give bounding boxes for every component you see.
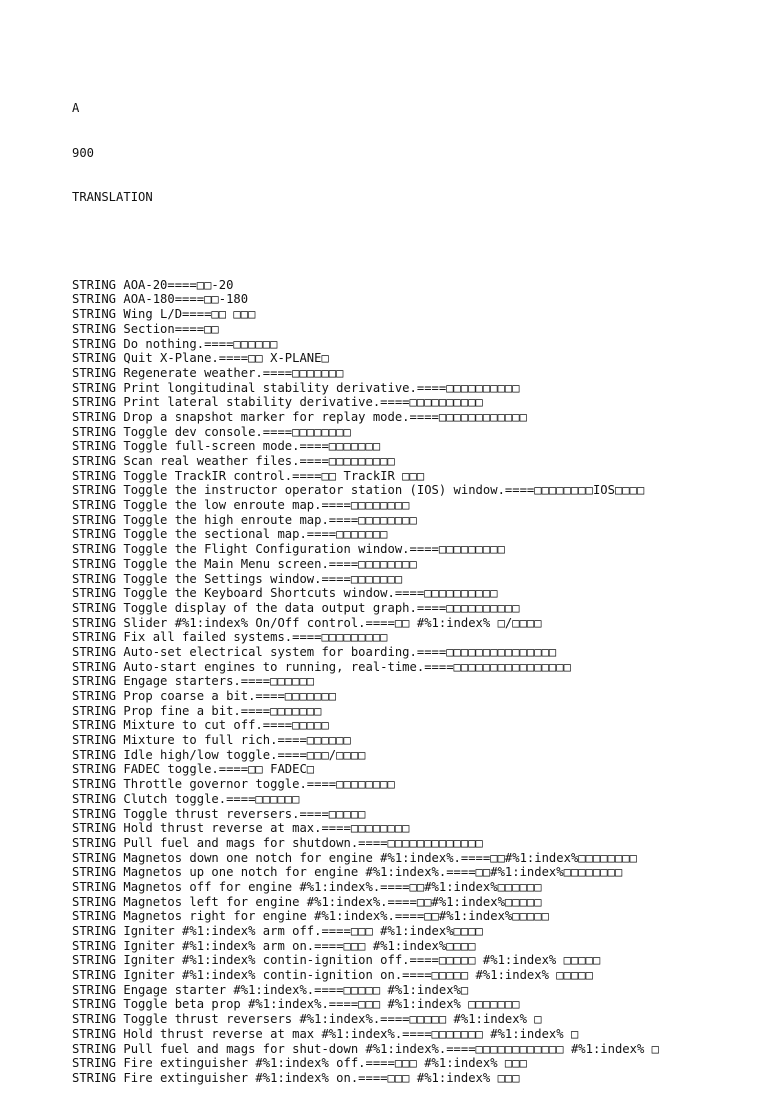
string-line: STRING Toggle full-screen mode.====□□□□□□□ xyxy=(72,439,381,454)
string-line: STRING Toggle thrust reversers.====□□□□□ xyxy=(72,806,366,821)
string-line: STRING Pull fuel and mags for shutdown.====□□□□□□□□□□□□□ xyxy=(72,835,483,850)
string-line: STRING Fire extinguisher #%1:index% off.====□□□ #%1:index% □□□ xyxy=(72,1056,527,1071)
string-line: STRING Magnetos down one notch for engine #%1:index%.====□□#%1:index%□□□□□□□□ xyxy=(72,850,637,865)
string-line: STRING Engage starters.====□□□□□□ xyxy=(72,674,315,689)
header-line-a: A xyxy=(72,101,80,116)
string-line: STRING Igniter #%1:index% contin-ignition on.====□□□□□ #%1:index% □□□□□ xyxy=(72,968,593,983)
string-line: STRING Toggle dev console.====□□□□□□□□ xyxy=(72,424,351,439)
string-line: STRING Toggle beta prop #%1:index%.====□□□ #%1:index% □□□□□□□ xyxy=(72,997,520,1012)
string-line: STRING Print longitudinal stability derivative.====□□□□□□□□□□ xyxy=(72,380,520,395)
string-line: STRING Magnetos left for engine #%1:index%.====□□#%1:index%□□□□□ xyxy=(72,894,542,909)
string-line: STRING Toggle thrust reversers #%1:index%.====□□□□□ #%1:index% □ xyxy=(72,1012,542,1027)
string-line: STRING Magnetos off for engine #%1:index%.====□□#%1:index%□□□□□□ xyxy=(72,879,542,894)
string-line: STRING Idle high/low toggle.====□□□/□□□□ xyxy=(72,747,366,762)
string-line: STRING Print lateral stability derivative.====□□□□□□□□□□ xyxy=(72,395,483,410)
string-line: STRING Slider #%1:index% On/Off control.====□□ #%1:index% □/□□□□ xyxy=(72,615,542,630)
string-line: STRING Do nothing.====□□□□□□ xyxy=(72,336,278,351)
string-line: STRING Igniter #%1:index% arm off.====□□□ #%1:index%□□□□ xyxy=(72,924,483,939)
string-line: STRING FADEC toggle.====□□ FADEC□ xyxy=(72,762,315,777)
blank-line xyxy=(72,234,762,249)
string-line: STRING Clutch toggle.====□□□□□□ xyxy=(72,791,300,806)
string-line: STRING Igniter #%1:index% contin-ignition off.====□□□□□ #%1:index% □□□□□ xyxy=(72,953,601,968)
document-page xyxy=(72,72,762,1100)
string-line: STRING Drop a snapshot marker for replay mode.====□□□□□□□□□□□□ xyxy=(72,409,527,424)
string-line: STRING Hold thrust reverse at max #%1:index%.====□□□□□□□ #%1:index% □ xyxy=(72,1026,579,1041)
header-line-translation: TRANSLATION xyxy=(72,189,153,204)
string-line: STRING Toggle the instructor operator station (IOS) window.====□□□□□□□□IOS□□□□ xyxy=(72,483,645,498)
string-line: STRING Engage starter #%1:index%.====□□□□□ #%1:index%□ xyxy=(72,982,469,997)
string-line: STRING AOA-180====□□-180 xyxy=(72,292,249,307)
string-line: STRING Mixture to cut off.====□□□□□ xyxy=(72,718,329,733)
string-line: STRING Section====□□ xyxy=(72,321,219,336)
header-line-version: 900 xyxy=(72,145,95,160)
string-line: STRING Toggle the low enroute map.====□□□□□□□□ xyxy=(72,498,410,513)
string-line: STRING Auto-start engines to running, real-time.====□□□□□□□□□□□□□□□□ xyxy=(72,659,571,674)
string-line: STRING Wing L/D====□□ □□□ xyxy=(72,307,256,322)
string-line: STRING Prop fine a bit.====□□□□□□□ xyxy=(72,703,322,718)
string-line: STRING Toggle the Flight Configuration window.====□□□□□□□□□ xyxy=(72,542,505,557)
string-list xyxy=(72,278,762,1086)
string-line: STRING Auto-set electrical system for boarding.====□□□□□□□□□□□□□□□ xyxy=(72,644,557,659)
string-line: STRING Magnetos right for engine #%1:index%.====□□#%1:index%□□□□□ xyxy=(72,909,549,924)
string-line: STRING Pull fuel and mags for shut-down #%1:index%.====□□□□□□□□□□□□ #%1:index% □ xyxy=(72,1041,659,1056)
string-line: STRING Magnetos up one notch for engine #%1:index%.====□□#%1:index%□□□□□□□□ xyxy=(72,865,623,880)
string-line: STRING Throttle governor toggle.====□□□□□□□□ xyxy=(72,777,395,792)
string-line: STRING Scan real weather files.====□□□□□□□□□ xyxy=(72,454,395,469)
string-line: STRING Prop coarse a bit.====□□□□□□□ xyxy=(72,689,337,704)
string-line: STRING Toggle the high enroute map.====□□□□□□□□ xyxy=(72,512,417,527)
string-line: STRING Toggle display of the data output graph.====□□□□□□□□□□ xyxy=(72,600,520,615)
string-line: STRING Toggle the Settings window.====□□□□□□□ xyxy=(72,571,403,586)
string-line: STRING Fix all failed systems.====□□□□□□□□□ xyxy=(72,630,388,645)
string-line: STRING Toggle TrackIR control.====□□ TrackIR □□□ xyxy=(72,468,425,483)
string-line: STRING Toggle the sectional map.====□□□□□□□ xyxy=(72,527,388,542)
string-line: STRING Fire extinguisher #%1:index% on.====□□□ #%1:index% □□□ xyxy=(72,1070,520,1085)
string-line: STRING Toggle the Main Menu screen.====□□□□□□□□ xyxy=(72,556,417,571)
string-line: STRING Mixture to full rich.====□□□□□□ xyxy=(72,733,351,748)
string-line: STRING Regenerate weather.====□□□□□□□ xyxy=(72,365,344,380)
string-line: STRING Quit X-Plane.====□□ X-PLANE□ xyxy=(72,351,329,366)
string-line: STRING Toggle the Keyboard Shortcuts window.====□□□□□□□□□□ xyxy=(72,586,498,601)
string-line: STRING AOA-20====□□-20 xyxy=(72,277,234,292)
string-line: STRING Hold thrust reverse at max.====□□□□□□□□ xyxy=(72,821,410,836)
string-line: STRING Igniter #%1:index% arm on.====□□□ #%1:index%□□□□ xyxy=(72,938,476,953)
